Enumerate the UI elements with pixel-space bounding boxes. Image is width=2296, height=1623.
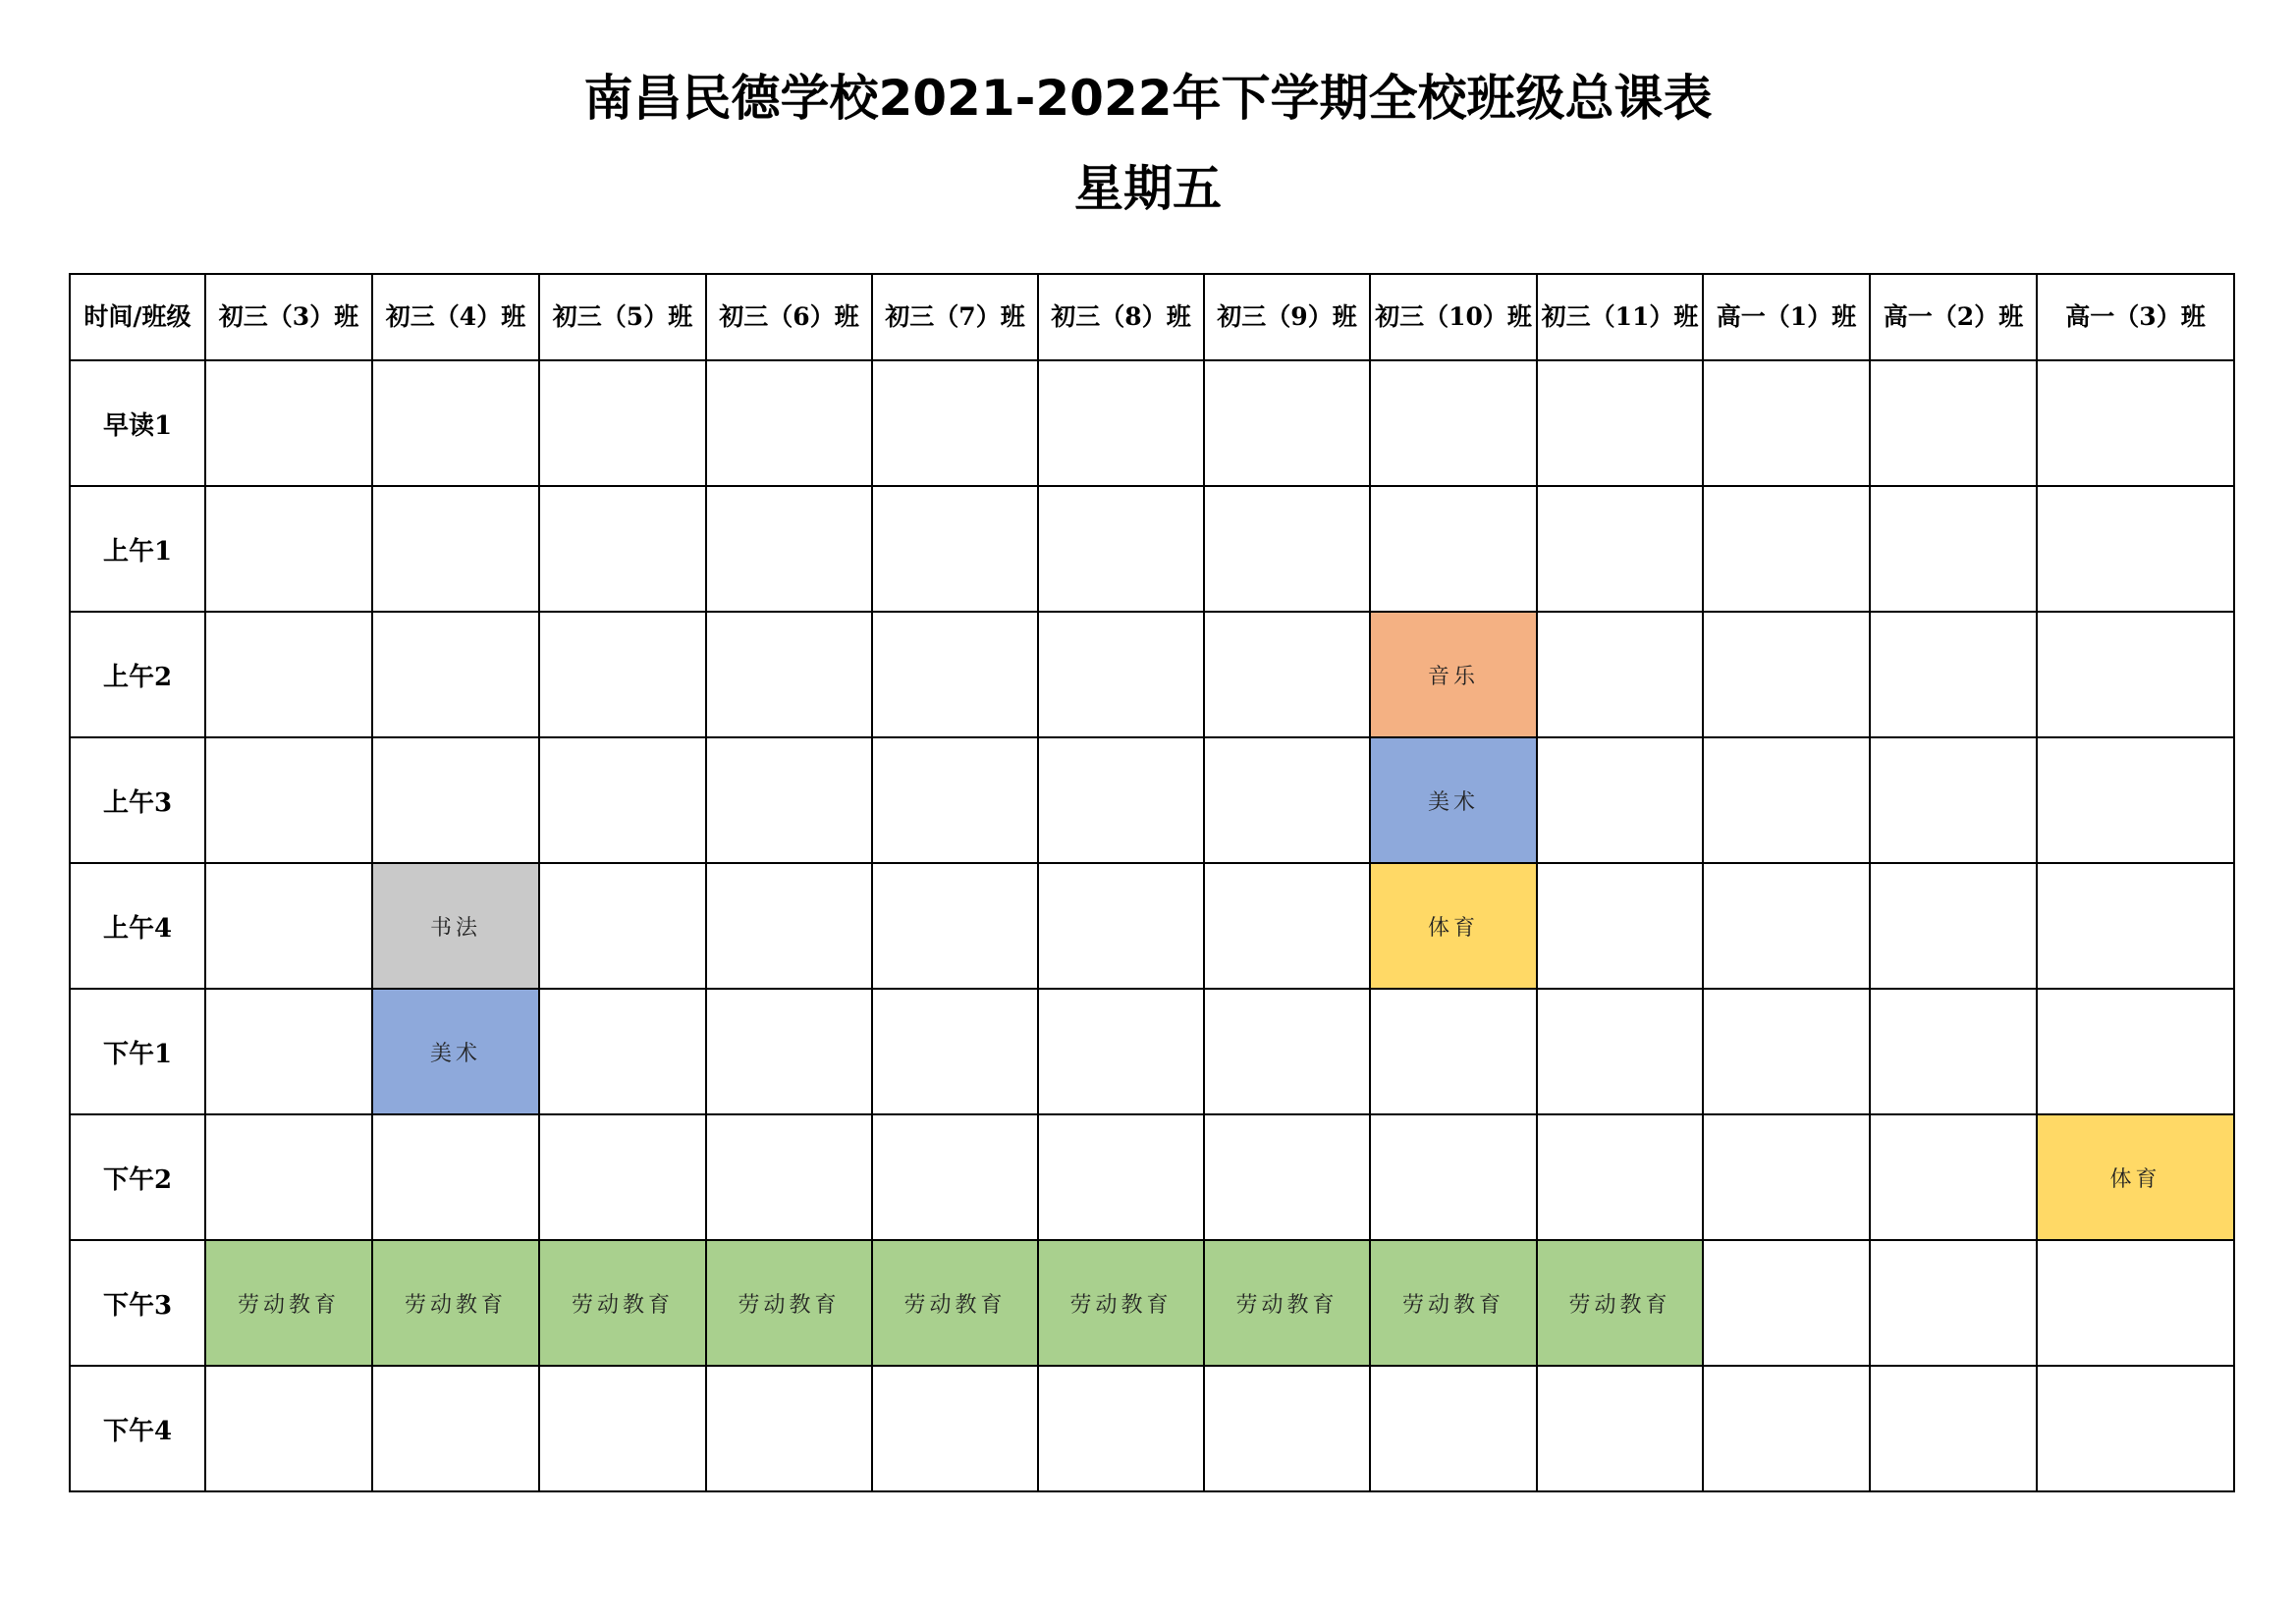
- schedule-cell: [1870, 1114, 2037, 1240]
- schedule-cell: 美术: [1370, 737, 1537, 863]
- schedule-cell: [1038, 1366, 1204, 1491]
- schedule-cell: [872, 737, 1038, 863]
- schedule-cell: [1703, 989, 1870, 1114]
- schedule-cell: 书法: [372, 863, 539, 989]
- schedule-cell: [1870, 1366, 2037, 1491]
- schedule-cell: [372, 737, 539, 863]
- schedule-cell: [2037, 1366, 2234, 1491]
- schedule-cell: [2037, 612, 2234, 737]
- schedule-cell: [872, 612, 1038, 737]
- schedule-cell: [2037, 989, 2234, 1114]
- schedule-cell: 劳动教育: [872, 1240, 1038, 1366]
- schedule-cell: [1703, 612, 1870, 737]
- schedule-cell: [1870, 1240, 2037, 1366]
- schedule-cell: [205, 1114, 372, 1240]
- schedule-cell: [372, 486, 539, 612]
- page-title: 南昌民德学校2021-2022年下学期全校班级总课表: [583, 70, 1713, 127]
- schedule-cell: 劳动教育: [1204, 1240, 1370, 1366]
- period-label: 下午2: [70, 1114, 205, 1240]
- schedule-cell: 劳动教育: [1537, 1240, 1703, 1366]
- schedule-cell: 劳动教育: [1038, 1240, 1204, 1366]
- schedule-cell: 劳动教育: [539, 1240, 706, 1366]
- schedule-cell: [2037, 360, 2234, 486]
- period-label: 上午2: [70, 612, 205, 737]
- schedule-cell: [1204, 1366, 1370, 1491]
- schedule-cell: [1370, 1114, 1537, 1240]
- schedule-cell: [372, 360, 539, 486]
- schedule-cell: [1038, 612, 1204, 737]
- schedule-cell: [1370, 360, 1537, 486]
- schedule-cell: [1038, 737, 1204, 863]
- class-column-header: 高一（3）班: [2037, 274, 2234, 360]
- schedule-cell: [2037, 737, 2234, 863]
- schedule-cell: [1537, 989, 1703, 1114]
- schedule-cell: [205, 863, 372, 989]
- schedule-cell: [1537, 612, 1703, 737]
- class-column-header: 初三（8）班: [1038, 274, 1204, 360]
- schedule-cell: [205, 360, 372, 486]
- period-label: 早读1: [70, 360, 205, 486]
- period-row: [70, 1240, 2234, 1366]
- schedule-cell: [372, 612, 539, 737]
- schedule-cell: [1537, 737, 1703, 863]
- page-subtitle: 星期五: [1074, 160, 1222, 217]
- schedule-cell: [205, 737, 372, 863]
- schedule-body: [70, 360, 2234, 1491]
- class-column-header: 初三（5）班: [539, 274, 706, 360]
- schedule-cell: [872, 1366, 1038, 1491]
- schedule-cell: [1870, 360, 2037, 486]
- period-row: [70, 1366, 2234, 1491]
- schedule-cell: [706, 989, 872, 1114]
- period-label: 下午1: [70, 989, 205, 1114]
- schedule-cell: [872, 486, 1038, 612]
- schedule-cell: [1703, 863, 1870, 989]
- schedule-table: [69, 273, 2235, 1492]
- schedule-cell: [706, 737, 872, 863]
- class-column-header: 初三（3）班: [205, 274, 372, 360]
- period-row: [70, 989, 2234, 1114]
- schedule-cell: [1204, 863, 1370, 989]
- schedule-cell: [539, 737, 706, 863]
- schedule-cell: 劳动教育: [706, 1240, 872, 1366]
- schedule-cell: [1537, 360, 1703, 486]
- period-label: 上午4: [70, 863, 205, 989]
- schedule-cell: [539, 863, 706, 989]
- schedule-cell: [706, 612, 872, 737]
- schedule-cell: [205, 989, 372, 1114]
- schedule-cell: [1204, 360, 1370, 486]
- schedule-cell: [872, 360, 1038, 486]
- schedule-cell: [539, 1366, 706, 1491]
- class-column-header: 初三（7）班: [872, 274, 1038, 360]
- schedule-cell: [205, 486, 372, 612]
- schedule-cell: [1204, 612, 1370, 737]
- schedule-cell: 体育: [2037, 1114, 2234, 1240]
- schedule-cell: [2037, 1240, 2234, 1366]
- schedule-cell: [2037, 863, 2234, 989]
- schedule-cell: [1703, 1240, 1870, 1366]
- schedule-cell: [872, 863, 1038, 989]
- schedule-cell: [1703, 1114, 1870, 1240]
- schedule-cell: [1370, 486, 1537, 612]
- schedule-cell: [1204, 737, 1370, 863]
- period-row: [70, 863, 2234, 989]
- schedule-cell: [872, 989, 1038, 1114]
- period-label: 上午1: [70, 486, 205, 612]
- schedule-cell: [1703, 486, 1870, 612]
- schedule-cell: [1038, 360, 1204, 486]
- schedule-cell: [1870, 486, 2037, 612]
- schedule-cell: [706, 486, 872, 612]
- period-label: 下午3: [70, 1240, 205, 1366]
- schedule-cell: [1703, 1366, 1870, 1491]
- class-column-header: 初三（6）班: [706, 274, 872, 360]
- schedule-cell: 美术: [372, 989, 539, 1114]
- schedule-cell: [1870, 989, 2037, 1114]
- schedule-cell: [1870, 737, 2037, 863]
- period-row: [70, 737, 2234, 863]
- schedule-cell: [1038, 989, 1204, 1114]
- schedule-cell: [205, 612, 372, 737]
- schedule-cell: [2037, 486, 2234, 612]
- schedule-cell: 音乐: [1370, 612, 1537, 737]
- period-label: 上午3: [70, 737, 205, 863]
- class-column-header: 高一（1）班: [1703, 274, 1870, 360]
- schedule-cell: [1370, 989, 1537, 1114]
- schedule-cell: 劳动教育: [1370, 1240, 1537, 1366]
- period-row: [70, 360, 2234, 486]
- header-row: [70, 274, 2234, 360]
- schedule-cell: [1038, 486, 1204, 612]
- period-row: [70, 612, 2234, 737]
- schedule-cell: [372, 1114, 539, 1240]
- schedule-cell: [1870, 612, 2037, 737]
- period-row: [70, 486, 2234, 612]
- schedule-cell: [1370, 1366, 1537, 1491]
- schedule-cell: [1038, 1114, 1204, 1240]
- corner-header: 时间/班级: [70, 274, 205, 360]
- schedule-cell: [872, 1114, 1038, 1240]
- class-column-header: 初三（11）班: [1537, 274, 1703, 360]
- schedule-cell: [1537, 863, 1703, 989]
- schedule-cell: [539, 989, 706, 1114]
- class-column-header: 高一（2）班: [1870, 274, 2037, 360]
- schedule-cell: 劳动教育: [372, 1240, 539, 1366]
- schedule-cell: [706, 863, 872, 989]
- schedule-cell: [1870, 863, 2037, 989]
- schedule-cell: [539, 1114, 706, 1240]
- schedule-cell: 劳动教育: [205, 1240, 372, 1366]
- period-row: [70, 1114, 2234, 1240]
- schedule-cell: [539, 360, 706, 486]
- period-label: 下午4: [70, 1366, 205, 1491]
- class-column-header: 初三（4）班: [372, 274, 539, 360]
- schedule-cell: [1204, 989, 1370, 1114]
- schedule-cell: [706, 1366, 872, 1491]
- schedule-cell: [372, 1366, 539, 1491]
- schedule-cell: [1038, 863, 1204, 989]
- schedule-cell: [205, 1366, 372, 1491]
- schedule-cell: [706, 360, 872, 486]
- schedule-cell: [1703, 737, 1870, 863]
- schedule-cell: [1703, 360, 1870, 486]
- schedule-cell: [539, 612, 706, 737]
- schedule-cell: [1204, 486, 1370, 612]
- class-column-header: 初三（10）班: [1370, 274, 1537, 360]
- schedule-cell: [539, 486, 706, 612]
- schedule-cell: [706, 1114, 872, 1240]
- schedule-cell: [1204, 1114, 1370, 1240]
- class-column-header: 初三（9）班: [1204, 274, 1370, 360]
- schedule-cell: [1537, 1366, 1703, 1491]
- schedule-cell: [1537, 1114, 1703, 1240]
- schedule-cell: [1537, 486, 1703, 612]
- schedule-cell: 体育: [1370, 863, 1537, 989]
